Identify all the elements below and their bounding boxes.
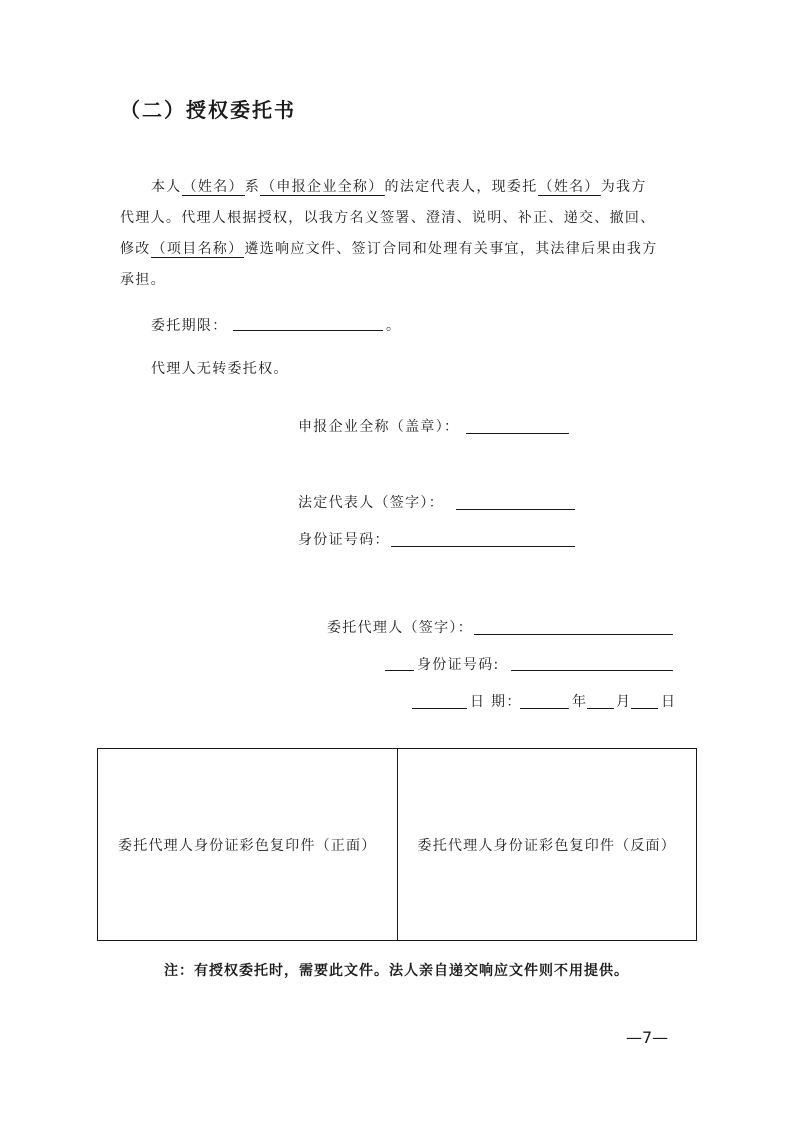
date-month-line[interactable] [587,708,614,709]
authorization-paragraph [120,172,680,296]
agent-id-line[interactable] [511,670,673,671]
date-prefix-line [412,708,467,709]
text-segment: 的法定代表人，现委托 [384,179,538,195]
id-copy-front-label: 委托代理人身份证彩色复印件（正面） [118,837,377,854]
note-text: 注：有授权委托时，需要此文件。法人亲自递交响应文件则不用提供。 [164,963,629,979]
company-name-field[interactable]: （申报企业全称） [261,179,384,195]
text-segment: 系 [244,179,261,195]
text-segment: 遴选响应文件、签订合同和处理有关事宜，其法律后果由我方 [244,241,658,257]
text-segment: 修改 [120,241,151,257]
text-segment: 为我方 [600,179,647,195]
date-day-line[interactable] [631,708,658,709]
date-month-label: 月 [616,694,632,710]
legal-rep-signature-line[interactable] [456,509,575,510]
id-copy-front-cell[interactable] [98,749,397,940]
id-copy-back-label: 委托代理人身份证彩色复印件（反面） [417,837,676,854]
date-label: 日 期： [470,694,522,710]
date-year-label: 年 [572,694,588,710]
paragraph-line-1 [120,172,680,203]
project-name-field[interactable]: （项目名称） [151,241,244,257]
paragraph-line-4: 承担。 [120,272,166,288]
agent-id-label: 身份证号码: [417,657,500,673]
company-seal-line[interactable] [466,433,569,434]
agent-id-prefix-line [385,670,414,671]
no-transfer-statement: 代理人无转委托权。 [151,361,289,377]
text-segment: 本人 [151,179,182,195]
company-seal-label: 申报企业全称（盖章）： [298,419,460,435]
date-day-label: 日 [661,694,677,710]
paragraph-line-3 [120,234,680,265]
principal-name-field[interactable]: （姓名） [182,179,244,195]
id-copy-table [97,748,697,941]
term-end: 。 [386,318,402,334]
term-label: 委托期限： [151,318,228,334]
agent-name-field[interactable]: （姓名） [538,179,600,195]
page-number: —7— [626,1028,669,1047]
legal-rep-id-label: 身份证号码： [298,532,390,548]
legal-rep-signature-label: 法定代表人（签字）： [298,495,444,511]
legal-rep-id-line[interactable] [391,546,575,547]
agent-signature-line[interactable] [474,634,673,635]
paragraph-line-2: 代理人。代理人根据授权，以我方名义签署、澄清、说明、补正、递交、撤回、 [120,210,656,226]
id-copy-back-cell[interactable] [397,749,697,940]
agent-signature-label: 委托代理人（签字）： [327,620,473,636]
page-title: （二）授权委托书 [120,98,296,122]
term-input-line[interactable] [233,330,383,331]
date-year-line[interactable] [520,708,569,709]
